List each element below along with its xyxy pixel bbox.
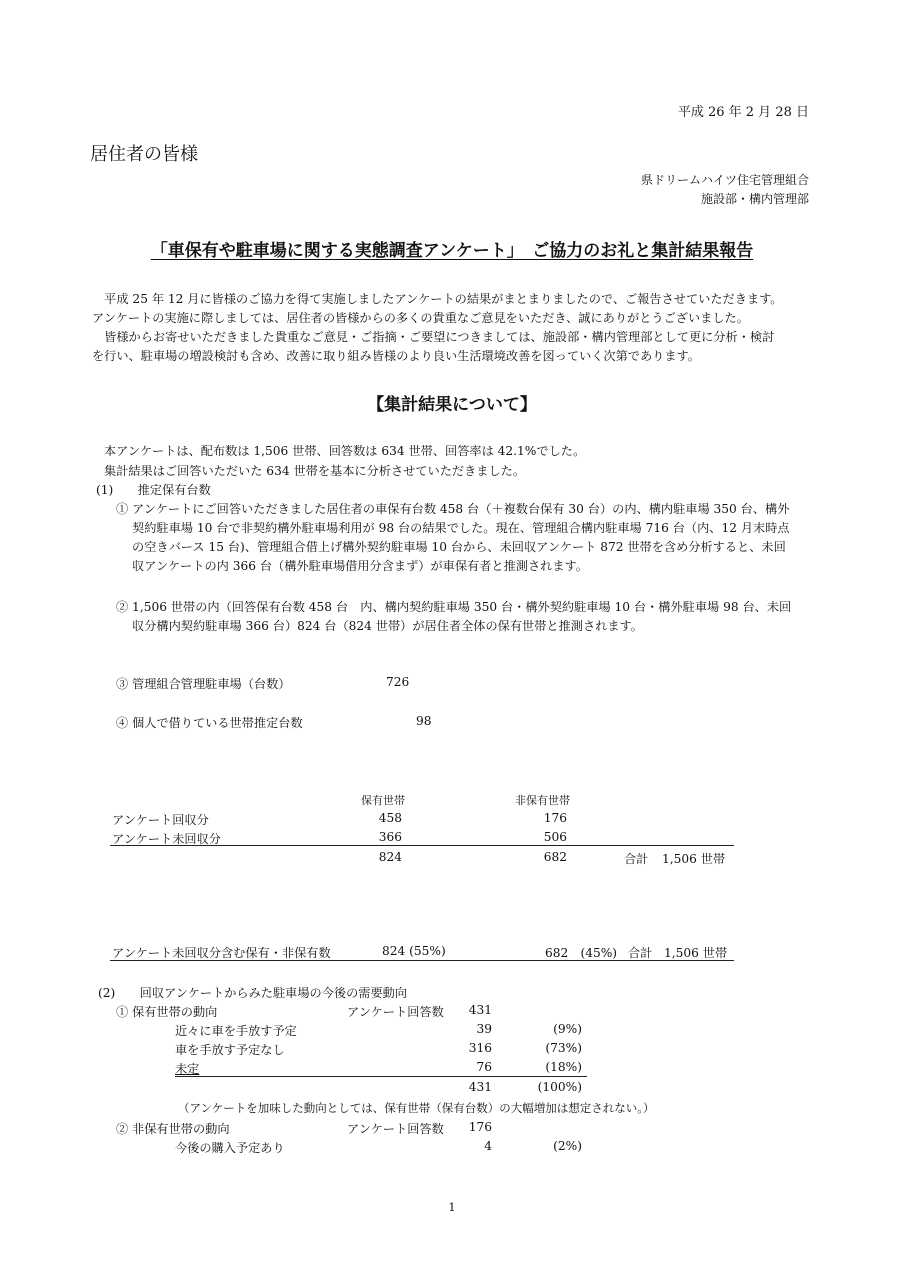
item3-label: ③ 管理組合管理駐車場（台数） bbox=[116, 677, 291, 691]
section-heading: 【集計結果について】 bbox=[367, 395, 537, 415]
non-owned-trend-label: ② 非保有世帯の動向 bbox=[116, 1122, 230, 1136]
table1-col-not-owned: 非保有世帯 bbox=[515, 794, 570, 807]
table1-row-not-owned: 506 bbox=[543, 830, 567, 844]
item2-line: ② 1,506 世帯の内（回答保有台数 458 台 内、構内契約駐車場 350 台・構外契約駐車場 10 台・構外駐車場 98 台、未回 bbox=[116, 600, 792, 614]
section2-heading: (2) 回収アンケートからみた駐車場の今後の需要動向 bbox=[98, 986, 408, 1000]
owned-total: 431 bbox=[468, 1080, 492, 1094]
intro-line: を行い、駐車場の増設検討も含め、改善に取り組み皆様のより良い生活環境改善を図っていく次第であります。 bbox=[92, 349, 700, 363]
item3-value: 726 bbox=[386, 675, 410, 689]
document-title bbox=[0, 236, 904, 261]
owned-row-value: 39 bbox=[476, 1022, 492, 1036]
item1-line: 収アンケートの内 366 台（構外駐車場借用分含まず）が車保有者と推測されます。 bbox=[116, 559, 588, 573]
table1-rule bbox=[110, 845, 734, 846]
item2-line: 収分構内契約駐車場 366 台）824 台（824 世帯）が居住者全体の保有世帯と推測されます。 bbox=[116, 619, 643, 633]
table1-row-owned: 366 bbox=[378, 830, 402, 844]
table2-total-label: 合計 bbox=[628, 946, 653, 960]
table2-not-owned: 682 (45%) bbox=[545, 946, 618, 960]
addressee: 居住者の皆様 bbox=[90, 144, 198, 165]
summary-line: 本アンケートは、配布数は 1,506 世帯、回答数は 634 世帯、回答率は 42.1%でした。 bbox=[104, 444, 586, 458]
owned-trend-label: ① 保有世帯の動向 bbox=[116, 1005, 218, 1019]
item1-paragraph bbox=[116, 500, 836, 576]
intro-line: アンケートの実施に際しましては、居住者の皆様からの多くの貴重なご意見をいただき、誠にありがとうございました。 bbox=[92, 311, 749, 325]
table1-total-not-owned: 682 bbox=[543, 850, 567, 864]
table1-row-label: アンケート回収分 bbox=[112, 813, 209, 827]
non-owned-row-pct: (2%) bbox=[553, 1139, 582, 1153]
sender-organization: 県ドリームハイツ住宅管理組合 bbox=[640, 173, 809, 187]
table2-total-value: 1,506 世帯 bbox=[664, 946, 728, 960]
item4-label: ④ 個人で借りている世帯推定台数 bbox=[116, 716, 303, 730]
table1-row-not-owned: 176 bbox=[543, 811, 567, 825]
table1-row-owned: 458 bbox=[378, 811, 402, 825]
item4-value: 98 bbox=[416, 714, 432, 728]
owned-count-label: アンケート回答数 bbox=[347, 1005, 444, 1019]
section1-heading: (1) 推定保有台数 bbox=[96, 483, 211, 497]
intro-line: 皆様からお寄せいただきました貴重なご意見・ご指摘・ご要望につきましては、施設部・構内管理部として更に分析・検討 bbox=[92, 330, 775, 344]
page-number: 1 bbox=[448, 1201, 456, 1214]
owned-row-value: 76 bbox=[476, 1060, 492, 1074]
owned-note: （アンケートを加味した動向としては、保有世帯（保有台数）の大幅増加は想定されない。） bbox=[178, 1101, 655, 1115]
owned-row-label: 車を手放す予定なし bbox=[175, 1043, 285, 1057]
non-owned-count-label: アンケート回答数 bbox=[347, 1122, 444, 1136]
table1-total-value: 1,506 世帯 bbox=[662, 852, 726, 866]
table1-row-label: アンケート未回収分 bbox=[112, 832, 221, 846]
table2-rule bbox=[110, 960, 734, 961]
item1-line: ① アンケートにご回答いただきました居住者の車保有台数 458 台（＋複数台保有 30 台）の内、構内駐車場 350 台、構外 bbox=[116, 502, 790, 516]
owned-row-pct: (9%) bbox=[553, 1022, 582, 1036]
document-title-text: 「車保有や駐車場に関する実態調査アンケート」 ご協力のお礼と集計結果報告 bbox=[150, 241, 754, 261]
table1-total-owned: 824 bbox=[378, 850, 402, 864]
owned-row-label: 近々に車を手放す予定 bbox=[175, 1024, 297, 1038]
non-owned-count: 176 bbox=[468, 1120, 492, 1134]
owned-row-value: 316 bbox=[468, 1041, 492, 1055]
non-owned-row-value: 4 bbox=[484, 1139, 492, 1153]
document-date: 平成 26 年 2 月 28 日 bbox=[677, 105, 809, 120]
owned-total-pct: (100%) bbox=[537, 1080, 582, 1094]
non-owned-row-label: 今後の購入予定あり bbox=[175, 1141, 285, 1155]
owned-count: 431 bbox=[468, 1003, 492, 1017]
owned-row-pct: (18%) bbox=[545, 1060, 582, 1074]
summary-line: 集計結果はご回答いただいた 634 世帯を基本に分析させていただきました。 bbox=[104, 464, 526, 478]
owned-rule bbox=[175, 1076, 587, 1077]
sender-department: 施設部・構内管理部 bbox=[700, 192, 809, 206]
owned-row-label: 未定 bbox=[175, 1062, 200, 1076]
item1-line: 契約駐車場 10 台で非契約構外駐車場利用が 98 台の結果でした。現在、管理組合構内駐車場 716 台（内、12 月末時点 bbox=[116, 521, 790, 535]
item1-line: の空きバース 15 台)、管理組合借上げ構外契約駐車場 10 台から、未回収アンケート 872 世帯を含め分析すると、未回 bbox=[116, 540, 786, 554]
table2-owned: 824 (55%) bbox=[382, 944, 446, 958]
table2-label: アンケート未回収分含む保有・非保有数 bbox=[112, 946, 331, 960]
table1-col-owned: 保有世帯 bbox=[361, 794, 405, 807]
owned-row-pct: (73%) bbox=[545, 1041, 582, 1055]
intro-line: 平成 25 年 12 月に皆様のご協力を得て実施しましたアンケートの結果がまとまりましたので、ご報告させていただきます。 bbox=[92, 292, 783, 306]
item2-paragraph bbox=[116, 598, 836, 636]
intro-paragraph bbox=[92, 290, 812, 366]
table1-total-label: 合計 bbox=[624, 852, 649, 866]
